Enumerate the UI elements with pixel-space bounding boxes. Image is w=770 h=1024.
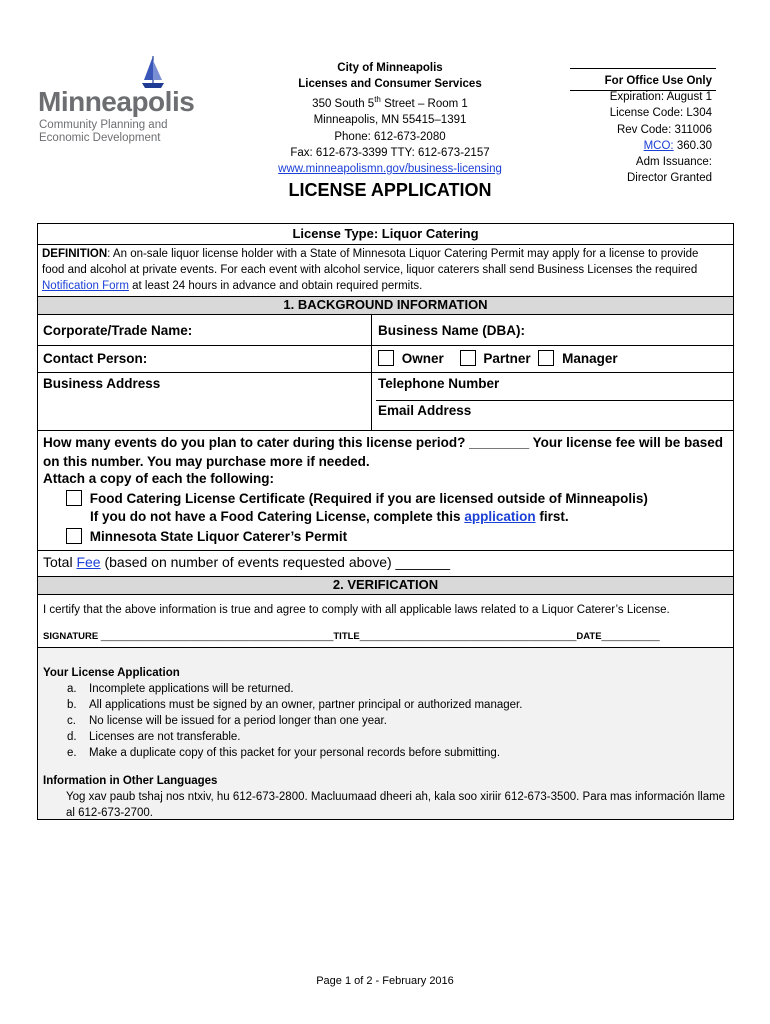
rule (37, 314, 734, 315)
manager-label: Manager (562, 351, 618, 366)
rule (37, 244, 734, 245)
page-title: LICENSE APPLICATION (288, 180, 492, 200)
mco: MCO: 360.30 (643, 139, 712, 152)
your-application (43, 665, 729, 761)
rule (37, 430, 734, 431)
city-zip: Minneapolis, MN 55415–1391 (313, 114, 467, 127)
application-link[interactable]: application (464, 509, 536, 524)
certify-text: I certify that the above information is true and agree to comply with all applicable laws related to a Liquor Caterer’s License. (43, 604, 670, 616)
license-type: License Type: Liquor Catering (292, 226, 479, 241)
list-item: a. Incomplete applications will be returned. (67, 683, 294, 695)
fee-link[interactable]: Fee (76, 554, 101, 570)
food-cert-checkbox[interactable] (66, 490, 82, 506)
email-field[interactable]: Email Address (378, 403, 472, 418)
contact-person-field[interactable]: Contact Person: (43, 351, 148, 366)
rule (37, 594, 734, 595)
rule (37, 372, 734, 373)
definition-text: DEFINITION: An on-sale liquor license holder with a State of Minnesota Liquor Catering Permit may apply for a license to provide food and alcohol at private events. For each event with alcohol service, liquor caterers shall send Business Licenses the required Notification Form at least 24 hours in advance and obtain required permits. (42, 248, 699, 292)
total-fee-field[interactable]: Total Fee (based on number of events requested above) _______ (43, 554, 451, 570)
city-name: City of Minneapolis (337, 62, 443, 74)
rule (37, 550, 734, 551)
adm-issuance: Adm Issuance: (635, 156, 712, 169)
fax-tty: Fax: 612-673-3399 TTY: 612-673-2157 (290, 146, 490, 159)
corporate-name-field[interactable]: Corporate/Trade Name: (43, 323, 193, 338)
rule (376, 400, 734, 401)
languages-line1: Yog xav paub tshaj nos ntxiv, hu 612-673-2800. Macluumaad dheeri ah, kala soo xiriir 612-673-3500. Para mas información llame (66, 791, 726, 803)
attach-heading: Attach a copy of each the following: (43, 471, 275, 486)
phone: Phone: 612-673-2080 (334, 130, 446, 143)
signature-line[interactable]: SIGNATURE ____________________________________________TITLE_________________________________________DATE___________ (43, 631, 660, 642)
manager-checkbox[interactable] (538, 350, 554, 366)
partner-checkbox[interactable] (460, 350, 476, 366)
notification-form-link[interactable]: Notification Form (42, 280, 129, 292)
state-permit-checkbox[interactable] (66, 528, 82, 544)
your-application-heading: Your License Application (43, 667, 180, 679)
office-use-heading: For Office Use Only (604, 75, 712, 87)
mco-link[interactable]: MCO: (643, 139, 674, 152)
street-address: 350 South 5th Street – Room 1 (312, 95, 468, 111)
logo-wordmark: Minneapolis (38, 86, 195, 117)
list-item: d. Licenses are not transferable. (67, 731, 241, 743)
languages-line2: al 612-673-2700. (66, 807, 153, 819)
business-address-field[interactable]: Business Address (43, 376, 161, 391)
owner-label: Owner (401, 351, 444, 366)
office-use-block (570, 73, 712, 186)
languages-heading: Information in Other Languages (43, 775, 218, 787)
application-rules-list (43, 681, 729, 761)
director-granted: Director Granted (626, 172, 712, 185)
business-name-field[interactable]: Business Name (DBA): (378, 323, 526, 338)
license-code: License Code: L304 (609, 107, 712, 120)
state-permit-row (66, 528, 347, 544)
food-cert-row (66, 490, 648, 506)
events-question[interactable]: How many events do you plan to cater during this license period? ________ Your license fee will be based on this number. You may purchase more if needed. (43, 435, 723, 469)
state-permit-label: Minnesota State Liquor Caterer’s Permit (89, 529, 348, 544)
food-cert-note: If you do not have a Food Catering License, complete this application first. (90, 509, 569, 524)
page-footer: Page 1 of 2 - February 2016 (316, 975, 454, 987)
list-item: c. No license will be issued for a period longer than one year. (67, 715, 387, 727)
section2-heading: 2. VERIFICATION (332, 577, 439, 592)
department-address (270, 60, 510, 177)
rev-code: Rev Code: 311006 (616, 123, 712, 136)
department-name: Licenses and Consumer Services (298, 78, 482, 91)
expiration: Expiration: August 1 (609, 91, 712, 104)
partner-label: Partner (483, 351, 531, 366)
website-link[interactable]: www.minneapolismn.gov/business-licensing (278, 163, 502, 176)
food-cert-label: Food Catering License Certificate (Required if you are licensed outside of Minneapolis) (89, 491, 648, 506)
other-languages (43, 773, 731, 821)
owner-checkbox[interactable] (378, 350, 394, 366)
list-item: b. All applications must be signed by an owner, partner principal or authorized manager. (67, 699, 523, 711)
office-rule-top (570, 68, 716, 69)
role-options (378, 350, 618, 366)
section1-heading: 1. BACKGROUND INFORMATION (283, 297, 488, 312)
rule (37, 345, 734, 346)
list-item: e. Make a duplicate copy of this packet for your personal records before submitting. (67, 747, 501, 759)
telephone-field[interactable]: Telephone Number (378, 376, 500, 391)
logo-subtitle: Community Planning and Economic Development (39, 119, 168, 144)
